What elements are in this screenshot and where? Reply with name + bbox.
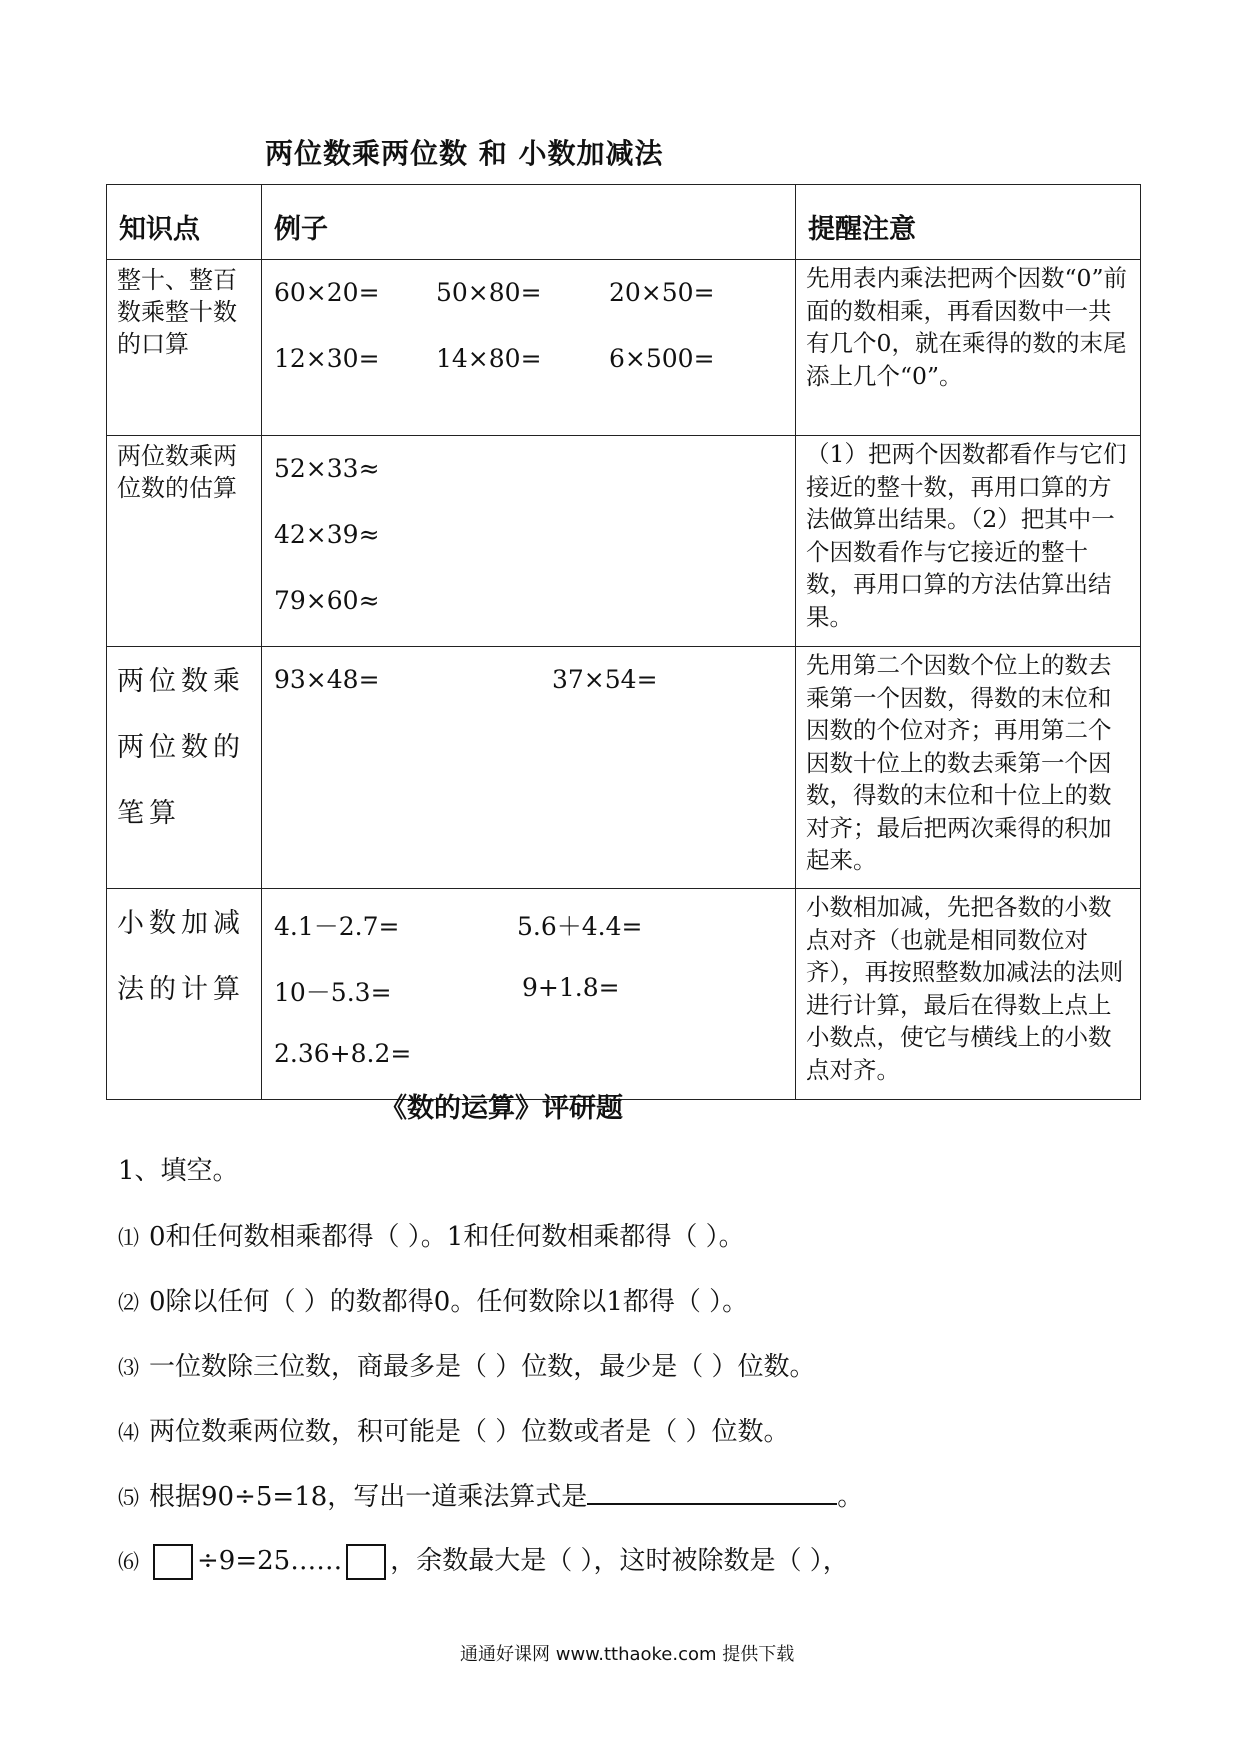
answer-blank-line[interactable] [587, 1479, 837, 1505]
question-text: 0除以任何（ ）的数都得0。任何数除以1都得（ ）。 [149, 1287, 749, 1317]
example-item: 5.6＋4.4= [517, 912, 643, 941]
question-number: ⑵ [118, 1291, 139, 1315]
question-text: 两位数乘两位数，积可能是（ ）位数或者是（ ）位数。 [149, 1417, 790, 1447]
row-note: 先用表内乘法把两个因数“0”前面的数相乘，再看因数中一共有几个0，就在乘得的数的末尾添上几个“0”。 [806, 264, 1127, 390]
table-row [107, 889, 1141, 1100]
example-item: 93×48= [274, 665, 380, 694]
example-item: 10－5.3= [274, 978, 392, 1007]
row-point: 两位数乘两位数的估算 [117, 442, 237, 502]
table-header-row [107, 185, 1141, 260]
header-example: 例子 [262, 185, 796, 260]
question-2 [118, 1281, 748, 1318]
example-item: 14×80= [436, 344, 542, 373]
question-text-end: ，余数最大是（ ），这时被除数是（ ）， [390, 1546, 849, 1576]
question-3 [118, 1346, 816, 1383]
row-point: 两位数乘两位数的笔算 [117, 666, 245, 829]
table-row [107, 436, 1141, 647]
question-number: ⑷ [118, 1421, 139, 1445]
example-item: 9+1.8= [522, 973, 620, 1002]
footer-source: 通通好课网 www.tthaoke.com 提供下载 [460, 1644, 795, 1665]
example-item: 52×33≈ [274, 454, 380, 483]
example-item: 12×30= [274, 344, 380, 373]
example-item: 79×60≈ [274, 586, 380, 615]
question-text-end: 。 [837, 1482, 864, 1512]
row-point: 小数加减法的计算 [117, 908, 245, 1005]
example-item: 6×500= [609, 344, 715, 373]
answer-box[interactable] [153, 1544, 193, 1580]
question-text: 0和任何数相乘都得（ ）。1和任何数相乘都得（ ）。 [149, 1222, 745, 1252]
question-number: ⑶ [118, 1356, 139, 1380]
question-number: ⑸ [118, 1486, 139, 1510]
section-subtitle: 《数的运算》评研题 [380, 1093, 623, 1124]
question-4 [118, 1411, 790, 1448]
example-item: 4.1－2.7= [274, 912, 400, 941]
row-point: 整十、整百数乘整十数的口算 [117, 266, 237, 358]
row-note: （1）把两个因数都看作与它们接近的整十数，再用口算的方法做算出结果。（2）把其中一个因数看作与它接近的整十数，再用口算的方法估算出结果。 [806, 440, 1127, 631]
example-item: 42×39≈ [274, 520, 380, 549]
question-6 [118, 1540, 849, 1580]
answer-box[interactable] [346, 1544, 386, 1580]
header-knowledge-point: 知识点 [107, 185, 262, 260]
row-note: 先用第二个因数个位上的数去乘第一个因数，得数的末位和因数的个位对齐；再用第二个因数十位上的数去乘第一个因数，得数的末位和十位上的数对齐；最后把两次乘得的积加起来。 [806, 651, 1112, 874]
table-row [107, 260, 1141, 436]
page-title: 两位数乘两位数 和 小数加减法 [265, 137, 664, 170]
example-item: 37×54= [552, 665, 658, 694]
table-row [107, 647, 1141, 889]
example-item: 20×50= [609, 278, 715, 307]
question-text: ÷9=25…… [197, 1546, 343, 1576]
question-text: 一位数除三位数，商最多是（ ）位数，最少是（ ）位数。 [149, 1352, 816, 1382]
example-item: 60×20= [274, 278, 380, 307]
question-number: ⑹ [118, 1550, 139, 1574]
row-note: 小数相加减，先把各数的小数点对齐（也就是相同数位对齐），再按照整数加减法的法则进行计算，最后在得数上点上小数点，使它与横线上的小数点对齐。 [806, 893, 1124, 1084]
question-1 [118, 1216, 745, 1253]
question-number: ⑴ [118, 1226, 139, 1250]
header-reminder: 提醒注意 [796, 185, 1141, 260]
example-item: 50×80= [436, 278, 542, 307]
example-item: 2.36+8.2= [274, 1039, 412, 1068]
knowledge-table [106, 184, 1141, 1100]
section-heading: 1、填空。 [118, 1156, 239, 1186]
question-text: 根据90÷5=18，写出一道乘法算式是 [149, 1482, 588, 1512]
question-5 [118, 1476, 863, 1513]
